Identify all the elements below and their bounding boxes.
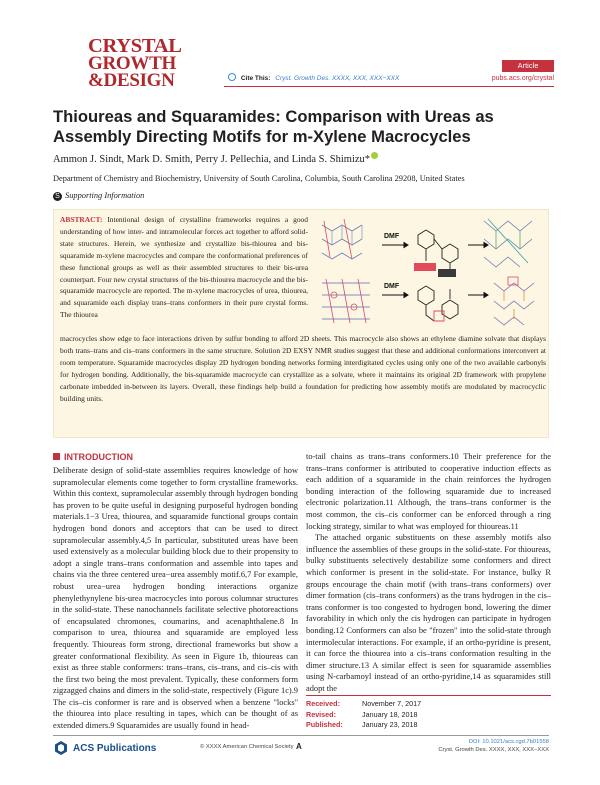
body-column-left: [53, 451, 298, 732]
article-title: Thioureas and Squaramides: Comparison with Ureas as Assembly Directing Motifs for m-Xylene Macrocycles: [53, 107, 494, 146]
macrocycle-molecule: [414, 230, 458, 277]
cite-row: [228, 73, 554, 85]
doi-link[interactable]: DOI: 10.1021/acs.cgd.7b01558: [468, 739, 549, 745]
toc-graphic-image: [318, 213, 546, 333]
authors-text: Ammon J. Sindt, Mark D. Smith, Perry J. Pellechia, and Linda S. Shimizu*: [53, 154, 371, 165]
toc-label-top: DMF: [384, 233, 400, 240]
logo-line-1: CRYSTAL: [88, 35, 182, 57]
logo-line-3: &DESIGN: [88, 70, 175, 91]
page-number: A: [296, 742, 302, 751]
orcid-icon[interactable]: [371, 152, 378, 159]
crystal-network-top-right: [484, 219, 532, 267]
article-type-badge: Article: [502, 60, 554, 72]
abstract-text-1: Intentional design of crystalline frameworks requires a good understanding of how inter- and intramolecular forces act together to afford solid-state structures. Herein, we synthesize and crystallize bis-thiourea and bis-squaramide m-xylene macrocycles and compare the conformational preferences of these functional groups as well as their assembled structures to their bis-urea counterpart. Four new crystal structures of the bis-thiourea macrocycle and the bis-squaramide macrocycle are reported. The m-xylene macrocycles of urea, thiourea, and squaramide each display trans–trans conformers in their pure crystal forms. The thiourea: [60, 215, 308, 320]
published-label: Published:: [306, 720, 343, 729]
crystal-network-bottom-right: [494, 277, 534, 325]
toc-graphic: [318, 213, 546, 333]
body-column-right: [306, 451, 551, 694]
intro-paragraph-2: to-tail chains as trans–trans conformers.10 Their preference for the trans–trans conformer is attributed to cooperative induction effects as each addition of a squaramide in the chain reinforces the hydrogen bonding interaction of the following squaramide due to increased electronic polarization.11 Although, the trans–trans conformer is the most common, the cis–cis conformer can be enforced through a ring locking strategy, similar to what was employed for thioureas.11: [306, 452, 551, 531]
revised-row: [306, 710, 551, 721]
cite-text[interactable]: Cryst. Growth Des. XXXX, XXX, XXX−XXX: [275, 75, 400, 82]
footer-divider: [53, 735, 549, 736]
abstract-box: [53, 209, 549, 438]
publication-dates: [306, 695, 551, 731]
logo-line-2: GROWTH: [88, 53, 176, 74]
publisher-name: ACS Publications: [73, 742, 157, 754]
journal-url[interactable]: pubs.acs.org/crystal: [491, 75, 554, 82]
intro-paragraph-1: Deliberate design of solid-state assemblies requires knowledge of how supramolecular elements come together to form crystalline frameworks. Within this context, supramolecular assembly through hydrogen bonding has proven to be quite useful in designing purposeful hydrogen bonding materials.1−3 Urea, thiourea, and squaramide functional groups contain hydrogen bond donors and acceptors that can be used to direct supramolecular assembly.4,5 In particular, substituted ureas have been used extensively as a molecular building block due to their propensity to adopt a single trans–trans conformation and assemble into tapes and chains via the three centered urea−urea assembly motif.6,7 For example, robust urea−urea hydrogen bonding interactions organize phenylethynylene bis-urea macrocycles into porous columnar structures in the solid-state. These nanochannels facilitate selective photoreactions of encapsulated chromones, coumarins, and acenaphthalene.8 In comparison to urea, thiourea and squaramide are employed less frequently. Thioureas form strong, directional frameworks but show a greater conformational flexibility. As seen in Figure 1b, thioureas can exist as three stable conformers: trans–trans, cis–trans, and cis–cis with the first two being the most prevalent. Typically, these conformers form zigzagged chains and dimers in the solid-state, respectively (Figure 1c).9 The cis–cis conformer is rare and is observed when a benzene "locks" the thiourea into place resulting in tapes, which can be thought of as extended dimers.9 Squaramides are usually found in head-: [53, 466, 298, 731]
crystal-network-bottom-left: [322, 279, 370, 323]
acs-publications-logo[interactable]: [53, 738, 156, 758]
copyright: © XXXX American Chemical Society: [200, 744, 294, 750]
toc-label-bottom: DMF: [384, 283, 400, 290]
introduction-heading-text: INTRODUCTION: [64, 452, 133, 462]
journal-citation: Cryst. Growth Des. XXXX, XXX, XXX−XXX: [438, 747, 549, 753]
published-date: January 23, 2018: [362, 720, 418, 729]
squaramide-molecule: [418, 286, 458, 321]
supporting-info-link[interactable]: Supporting Information: [65, 191, 145, 200]
acs-hexagon-icon: [53, 740, 69, 756]
section-square-icon: [53, 453, 60, 460]
journal-logo: [88, 35, 182, 91]
author-list: [53, 152, 378, 165]
introduction-heading: [53, 451, 298, 463]
abstract-part-2: macrocycles show edge to face interactions driven by sulfur bonding to afford 2D sheets. This macrocycle also shows an ethylene diamine solvate that displays both trans–trans and cis–trans conformers in the same structure. Solution 2D EXSY NMR studies suggest that these and additional conformations interconvert at room temperature. Squaramide macrocycles display 2D hydrogen bonding networks forming interdigitated cycles using only one of the two available carbonyls for hydrogen bonding. Additionally, the bis-squaramide macrocycle can crystallize as a solvate, where it maintains its original 2D framework with propylene carbonate imbedded in-between its layers. Overall, these findings help build a foundation for predicting how assembly motifs are modulated by macrocyclic building units.: [60, 334, 546, 403]
received-label: Received:: [306, 699, 340, 708]
crystal-network-top-left: [322, 219, 362, 259]
cite-label[interactable]: Cite This:: [240, 75, 271, 82]
header-divider: [224, 86, 554, 87]
intro-paragraph-3: The attached organic substituents on these assembly motifs also influence the assemblies of these groups in the solid-state. For thioureas, bulky substituents selectively destabilize some conformers and direct which conformer is present in the solid-state. For instance, bulky R groups encourage the chain motif (with trans–trans conformers) over dimer formation (cis–trans conformers) as the trans hydrogen in the cis–trans conformer is too congested to hydrogen bond, lowering the dimer favorability in which only the cis hydrogen can participate in hydrogen bonding.12 Conformers can also be "frozen" into the solid-state through intermolecular interactions. For example, if an ortho-pyridine is present, it can force the thiourea into a cis–trans conformation resulting in the dimer structure.13 A similar effect is seen for squaramide assemblies using N-carbamoyl instead of an ortho-pyridine,14 as squaramides still adopt the: [306, 533, 551, 693]
supporting-information[interactable]: [53, 191, 144, 201]
revised-date: January 18, 2018: [362, 709, 418, 719]
received-row: [306, 699, 551, 710]
affiliation: Department of Chemistry and Biochemistry, University of South Carolina, Columbia, South Carolina 29208, United States: [53, 174, 465, 183]
revised-label: Revised:: [306, 709, 336, 719]
doi-block: [438, 738, 549, 754]
supporting-info-icon[interactable]: S: [53, 192, 62, 201]
abstract-heading: ABSTRACT:: [60, 215, 103, 224]
abstract-part-1: [60, 214, 308, 321]
published-row: [306, 720, 551, 731]
cite-icon[interactable]: [228, 73, 236, 81]
received-date: November 7, 2017: [362, 699, 422, 708]
